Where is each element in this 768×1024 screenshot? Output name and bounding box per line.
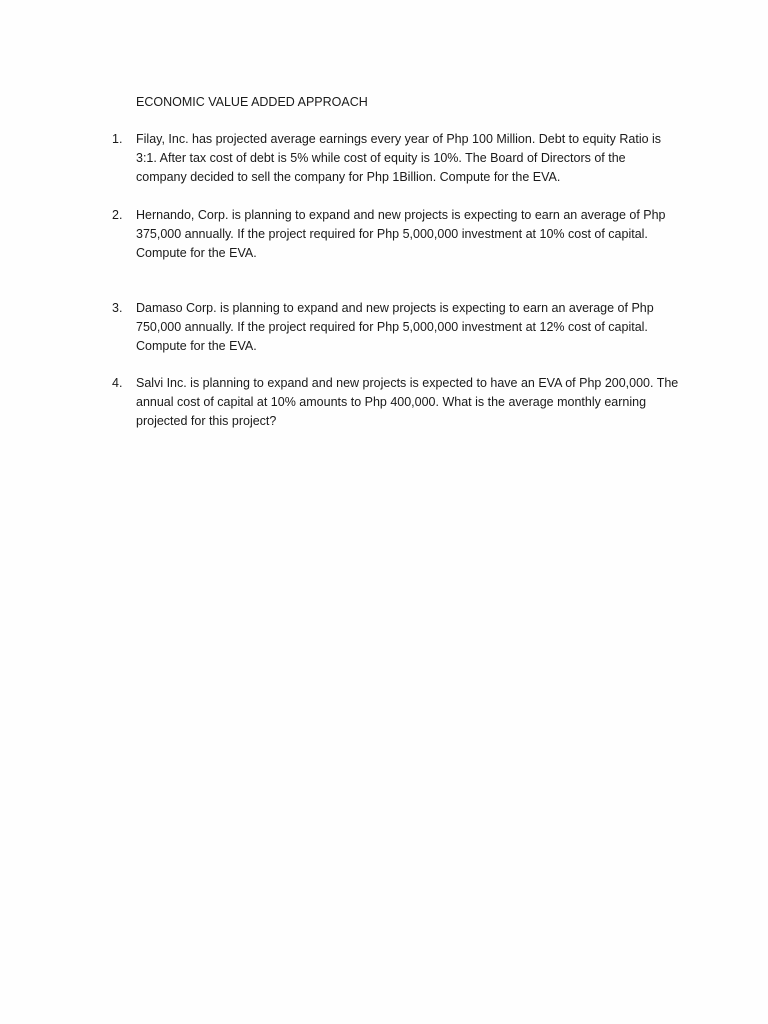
problem-text	[136, 206, 684, 263]
problem-number: 1.	[112, 132, 123, 146]
problem-number: 3.	[112, 301, 123, 315]
problem-text-line: Compute for the EVA.	[136, 246, 257, 260]
problem-text-line: Salvi Inc. is planning to expand and new projects is expected to have an EVA of Php 200,000. The	[136, 376, 679, 390]
document-title: ECONOMIC VALUE ADDED APPROACH	[136, 95, 368, 109]
problem-text	[136, 130, 684, 187]
problem-number: 2.	[112, 208, 123, 222]
problem-text-line: projected for this project?	[136, 414, 277, 428]
problem-text-line: Hernando, Corp. is planning to expand and new projects is expecting to earn an average of Php	[136, 208, 666, 222]
problem-text-line: 750,000 annually. If the project required for Php 5,000,000 investment at 12% cost of capital.	[136, 320, 648, 334]
problem-text-line: 375,000 annually. If the project required for Php 5,000,000 investment at 10% cost of capital.	[136, 227, 648, 241]
problem-text-line: annual cost of capital at 10% amounts to Php 400,000. What is the average monthly earning	[136, 395, 647, 409]
problem-text-line: company decided to sell the company for Php 1Billion. Compute for the EVA.	[136, 170, 561, 184]
problem-text	[136, 374, 684, 431]
problem-text-line: Damaso Corp. is planning to expand and new projects is expecting to earn an average of Php	[136, 301, 654, 315]
problem-text-line: 3:1. After tax cost of debt is 5% while cost of equity is 10%. The Board of Directors of the	[136, 151, 626, 165]
problem-text	[136, 299, 684, 356]
problem-text-line: Compute for the EVA.	[136, 339, 257, 353]
problem-number: 4.	[112, 376, 123, 390]
problem-text-line: Filay, Inc. has projected average earnings every year of Php 100 Million. Debt to equity Ratio is	[136, 132, 662, 146]
